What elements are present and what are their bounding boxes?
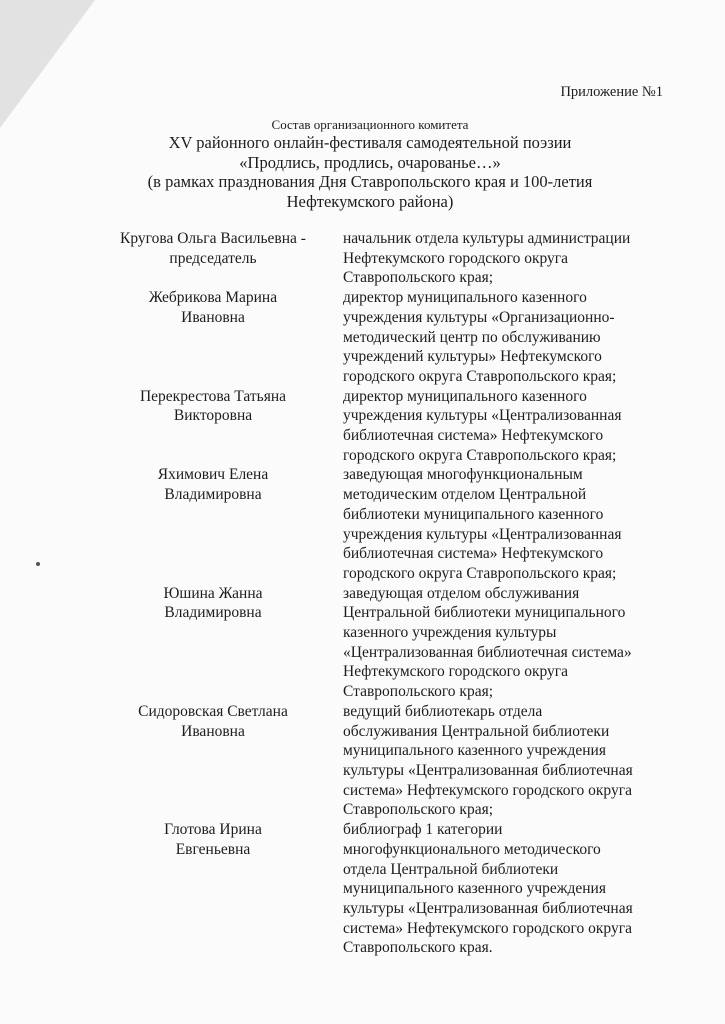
member-row <box>88 387 688 466</box>
caption-line-1: Состав организационного комитета <box>271 117 469 132</box>
caption-line-4: (в рамках празднования Дня Ставропольского края и 100-летия <box>147 172 593 191</box>
member-role: ведущий библиотекарь отдела обслуживания Центральной библиотеки муниципального казенного учреждения культуры «Централизованная библиотечная система» Нефтекумского городского округа Ставропольского края; <box>343 702 633 819</box>
member-row <box>88 584 688 702</box>
member-row <box>88 702 688 820</box>
member-role: директор муниципального казенного учреждения культуры «Централизованная библиотечная система» Нефтекумского городского округа Ставропольского края; <box>343 387 622 464</box>
caption-line-2: XV районного онлайн-фестиваля самодеятельной поэзии <box>168 133 572 152</box>
member-name: Сидоровская Светлана Ивановна <box>138 702 288 740</box>
member-name: Кругова Ольга Васильевна - председатель <box>120 230 306 267</box>
committee-members-list <box>88 229 688 958</box>
member-name: Перекрестова Татьяна Викторовна <box>139 387 287 425</box>
member-role: библиограф 1 категории многофункционального методического отдела Центральной библиотеки муниципального казенного учреждения культуры «Централизованная библиотечная система» Нефтекумского городского округа Ставропольского края. <box>343 821 633 957</box>
annex-label: Приложение №1 <box>560 84 663 100</box>
member-name: Юшина Жанна Владимировна <box>163 584 263 622</box>
member-role: заведующая отделом обслуживания Центральной библиотеки муниципального казенного учреждения культуры «Централизованная библиотечная система» Нефтекумского городского округа Ставропольского края; <box>343 584 632 701</box>
caption-line-3: «Продлись, продлись, очарованье…» <box>239 152 501 172</box>
caption-line-5: Нефтекумского района) <box>286 191 454 211</box>
scan-speck <box>36 562 40 566</box>
folded-corner <box>0 0 95 128</box>
member-role: заведующая многофункциональным методическим отделом Центральной библиотеки муниципального казенного учреждения культуры «Централизованная библиотечная система» Нефтекумского городского округа Ставропольского края; <box>343 466 622 582</box>
member-name: Жебрикова Марина Ивановна <box>148 289 278 326</box>
member-row <box>88 288 688 387</box>
member-role: начальник отдела культуры администрации Нефтекумского городского округа Ставропольского края; <box>343 230 631 287</box>
member-name: Глотова Ирина Евгеньевна <box>164 821 262 858</box>
document-caption <box>110 117 630 211</box>
member-row <box>88 820 688 958</box>
member-row <box>88 465 688 583</box>
member-row <box>88 229 688 288</box>
member-name: Яхимович Елена Владимировна <box>157 466 269 504</box>
member-role: директор муниципального казенного учреждения культуры «Организационно- методический центр по обслуживанию учреждений культуры» Нефтекумского городского округа Ставропольского края; <box>343 289 617 385</box>
